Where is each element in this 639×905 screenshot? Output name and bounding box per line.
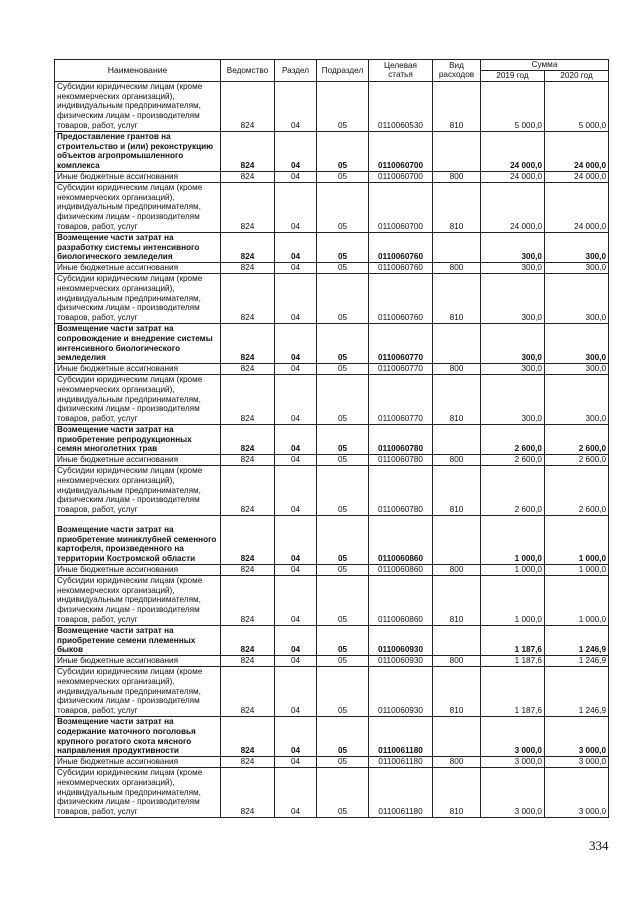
table-row — [55, 656, 609, 667]
cell-name: Возмещение части затрат на разработку системы интенсивного биологического земледелия — [55, 232, 221, 262]
header-vid-raskhodov: Вид расходов — [433, 60, 481, 82]
cell-vedomstvo: 824 — [221, 364, 275, 375]
cell-vedomstvo: 824 — [221, 667, 275, 717]
table-row — [55, 81, 609, 131]
header-razdel: Раздел — [275, 60, 317, 82]
cell-2020: 3 000,0 — [545, 768, 609, 818]
cell-podrazdel: 05 — [317, 364, 369, 375]
table-row — [55, 455, 609, 466]
cell-name: Субсидии юридическим лицам (кроме некоммерческих организаций), индивидуальным предпринимателям, физическим лицам - производителям товаров, работ, услуг — [55, 273, 221, 323]
cell-2020: 1 000,0 — [545, 575, 609, 625]
cell-razdel: 04 — [275, 171, 317, 182]
cell-name: Иные бюджетные ассигнования — [55, 565, 221, 576]
cell-podrazdel: 05 — [317, 757, 369, 768]
cell-razdel: 04 — [275, 182, 317, 232]
cell-name: Возмещение части затрат на приобретение репродукционных семян многолетних трав — [55, 424, 221, 454]
cell-2019: 2 600,0 — [481, 424, 545, 454]
cell-2019: 2 600,0 — [481, 455, 545, 466]
cell-celevaya-statya: 0110060780 — [369, 424, 433, 454]
cell-razdel: 04 — [275, 575, 317, 625]
cell-2020: 24 000,0 — [545, 171, 609, 182]
cell-celevaya-statya: 0110060780 — [369, 466, 433, 516]
cell-celevaya-statya: 0110060700 — [369, 171, 433, 182]
cell-vid-raskhodov: 800 — [433, 171, 481, 182]
cell-vid-raskhodov — [433, 424, 481, 454]
cell-2019: 300,0 — [481, 374, 545, 424]
cell-name: Возмещение части затрат на сопровождение и внедрение системы интенсивного биологического земледелия — [55, 323, 221, 363]
cell-razdel: 04 — [275, 263, 317, 274]
cell-vid-raskhodov: 800 — [433, 757, 481, 768]
table-row — [55, 565, 609, 576]
cell-2020: 2 600,0 — [545, 455, 609, 466]
cell-vedomstvo: 824 — [221, 565, 275, 576]
cell-celevaya-statya: 0110060930 — [369, 625, 433, 655]
cell-razdel: 04 — [275, 565, 317, 576]
cell-vedomstvo: 824 — [221, 455, 275, 466]
cell-name: Возмещение части затрат на приобретение семени племенных быков — [55, 625, 221, 655]
cell-celevaya-statya: 0110060860 — [369, 516, 433, 565]
cell-razdel: 04 — [275, 768, 317, 818]
cell-podrazdel: 05 — [317, 768, 369, 818]
cell-2020: 300,0 — [545, 374, 609, 424]
cell-vid-raskhodov: 810 — [433, 575, 481, 625]
cell-razdel: 04 — [275, 81, 317, 131]
cell-name: Субсидии юридическим лицам (кроме некоммерческих организаций), индивидуальным предпринимателям, физическим лицам - производителям товаров, работ, услуг — [55, 81, 221, 131]
cell-name: Иные бюджетные ассигнования — [55, 757, 221, 768]
cell-razdel: 04 — [275, 131, 317, 171]
cell-razdel: 04 — [275, 374, 317, 424]
cell-podrazdel: 05 — [317, 182, 369, 232]
cell-razdel: 04 — [275, 757, 317, 768]
cell-vedomstvo: 824 — [221, 757, 275, 768]
table-row — [55, 625, 609, 655]
table-row — [55, 717, 609, 757]
cell-vid-raskhodov: 800 — [433, 455, 481, 466]
cell-vedomstvo: 824 — [221, 575, 275, 625]
cell-2020: 2 600,0 — [545, 424, 609, 454]
cell-vedomstvo: 824 — [221, 232, 275, 262]
header-2020: 2020 год — [545, 71, 609, 82]
cell-2020: 3 000,0 — [545, 757, 609, 768]
cell-vedomstvo: 824 — [221, 516, 275, 565]
cell-vid-raskhodov: 800 — [433, 565, 481, 576]
cell-vid-raskhodov — [433, 131, 481, 171]
cell-razdel: 04 — [275, 717, 317, 757]
cell-2019: 1 000,0 — [481, 565, 545, 576]
cell-name: Иные бюджетные ассигнования — [55, 364, 221, 375]
cell-vid-raskhodov: 800 — [433, 656, 481, 667]
table-row — [55, 667, 609, 717]
cell-name: Иные бюджетные ассигнования — [55, 263, 221, 274]
cell-2019: 24 000,0 — [481, 171, 545, 182]
cell-2020: 300,0 — [545, 364, 609, 375]
table-row — [55, 768, 609, 818]
cell-name: Иные бюджетные ассигнования — [55, 171, 221, 182]
cell-podrazdel: 05 — [317, 455, 369, 466]
cell-podrazdel: 05 — [317, 323, 369, 363]
cell-celevaya-statya: 0110060700 — [369, 182, 433, 232]
cell-podrazdel: 05 — [317, 424, 369, 454]
cell-2019: 300,0 — [481, 263, 545, 274]
cell-podrazdel: 05 — [317, 374, 369, 424]
cell-podrazdel: 05 — [317, 667, 369, 717]
cell-name: Возмещение части затрат на приобретение миниклубней семенного картофеля, произведенного на территории Костромской области — [55, 516, 221, 565]
cell-celevaya-statya: 0110060530 — [369, 81, 433, 131]
cell-vedomstvo: 824 — [221, 323, 275, 363]
cell-2020: 1 246,9 — [545, 667, 609, 717]
cell-vid-raskhodov: 810 — [433, 182, 481, 232]
cell-podrazdel: 05 — [317, 516, 369, 565]
table-row — [55, 323, 609, 363]
cell-2019: 300,0 — [481, 323, 545, 363]
cell-vedomstvo: 824 — [221, 424, 275, 454]
cell-razdel: 04 — [275, 364, 317, 375]
header-2019: 2019 год — [481, 71, 545, 82]
cell-2020: 5 000,0 — [545, 81, 609, 131]
cell-podrazdel: 05 — [317, 466, 369, 516]
cell-podrazdel: 05 — [317, 565, 369, 576]
cell-celevaya-statya: 0110060700 — [369, 131, 433, 171]
cell-celevaya-statya: 0110060780 — [369, 455, 433, 466]
cell-celevaya-statya: 0110061180 — [369, 768, 433, 818]
cell-name: Субсидии юридическим лицам (кроме некоммерческих организаций), индивидуальным предпринимателям, физическим лицам - производителям товаров, работ, услуг — [55, 182, 221, 232]
table-row — [55, 131, 609, 171]
cell-vid-raskhodov: 810 — [433, 81, 481, 131]
cell-2019: 300,0 — [481, 232, 545, 262]
table-row — [55, 171, 609, 182]
cell-name: Иные бюджетные ассигнования — [55, 455, 221, 466]
table-row — [55, 424, 609, 454]
cell-podrazdel: 05 — [317, 171, 369, 182]
cell-name: Предоставление грантов на строительство и (или) реконструкцию объектов агропромышленного комплекса — [55, 131, 221, 171]
table-row — [55, 273, 609, 323]
table-row — [55, 182, 609, 232]
cell-vid-raskhodov — [433, 232, 481, 262]
cell-2019: 2 600,0 — [481, 466, 545, 516]
cell-podrazdel: 05 — [317, 131, 369, 171]
cell-vid-raskhodov — [433, 323, 481, 363]
cell-name: Субсидии юридическим лицам (кроме некоммерческих организаций), индивидуальным предпринимателям, физическим лицам - производителям товаров, работ, услуг — [55, 466, 221, 516]
cell-celevaya-statya: 0110060860 — [369, 575, 433, 625]
header-summa: Сумма — [481, 60, 609, 71]
cell-2019: 300,0 — [481, 364, 545, 375]
cell-name: Субсидии юридическим лицам (кроме некоммерческих организаций), индивидуальным предпринимателям, физическим лицам - производителям товаров, работ, услуг — [55, 768, 221, 818]
cell-vid-raskhodov: 810 — [433, 466, 481, 516]
cell-2020: 3 000,0 — [545, 717, 609, 757]
table-row — [55, 516, 609, 565]
cell-razdel: 04 — [275, 656, 317, 667]
cell-2020: 300,0 — [545, 263, 609, 274]
cell-vedomstvo: 824 — [221, 466, 275, 516]
cell-2019: 3 000,0 — [481, 757, 545, 768]
cell-2020: 1 000,0 — [545, 565, 609, 576]
cell-podrazdel: 05 — [317, 717, 369, 757]
cell-celevaya-statya: 0110061180 — [369, 757, 433, 768]
cell-podrazdel: 05 — [317, 81, 369, 131]
cell-vid-raskhodov — [433, 717, 481, 757]
cell-2020: 1 246,9 — [545, 625, 609, 655]
header-celevaya-statya: Целевая статья — [369, 60, 433, 82]
cell-celevaya-statya: 0110060770 — [369, 374, 433, 424]
cell-razdel: 04 — [275, 625, 317, 655]
cell-2020: 24 000,0 — [545, 131, 609, 171]
cell-2020: 1 000,0 — [545, 516, 609, 565]
table-row — [55, 757, 609, 768]
table-row — [55, 263, 609, 274]
cell-name: Возмещение части затрат на содержание маточного поголовья крупного рогатого скота мясного направления продуктивности — [55, 717, 221, 757]
cell-vedomstvo: 824 — [221, 625, 275, 655]
cell-vid-raskhodov — [433, 625, 481, 655]
cell-vid-raskhodov: 810 — [433, 374, 481, 424]
cell-2020: 300,0 — [545, 232, 609, 262]
cell-vedomstvo: 824 — [221, 768, 275, 818]
cell-2020: 300,0 — [545, 273, 609, 323]
cell-razdel: 04 — [275, 424, 317, 454]
cell-razdel: 04 — [275, 667, 317, 717]
cell-celevaya-statya: 0110060760 — [369, 263, 433, 274]
cell-celevaya-statya: 0110060770 — [369, 364, 433, 375]
cell-vid-raskhodov: 810 — [433, 667, 481, 717]
table-row — [55, 232, 609, 262]
table-row — [55, 364, 609, 375]
cell-celevaya-statya: 0110060760 — [369, 232, 433, 262]
cell-name: Иные бюджетные ассигнования — [55, 656, 221, 667]
table-row — [55, 374, 609, 424]
cell-vid-raskhodov: 800 — [433, 364, 481, 375]
cell-2019: 1 000,0 — [481, 516, 545, 565]
cell-podrazdel: 05 — [317, 625, 369, 655]
cell-razdel: 04 — [275, 466, 317, 516]
cell-vedomstvo: 824 — [221, 656, 275, 667]
cell-podrazdel: 05 — [317, 232, 369, 262]
cell-2019: 1 187,6 — [481, 656, 545, 667]
cell-vedomstvo: 824 — [221, 81, 275, 131]
cell-razdel: 04 — [275, 516, 317, 565]
cell-podrazdel: 05 — [317, 273, 369, 323]
cell-vedomstvo: 824 — [221, 171, 275, 182]
header-podrazdel: Подраздел — [317, 60, 369, 82]
header-vedomstvo: Ведомство — [221, 60, 275, 82]
cell-2019: 3 000,0 — [481, 717, 545, 757]
cell-name: Субсидии юридическим лицам (кроме некоммерческих организаций), индивидуальным предпринимателям, физическим лицам - производителям товаров, работ, услуг — [55, 575, 221, 625]
cell-2019: 5 000,0 — [481, 81, 545, 131]
page-number: 334 — [589, 838, 609, 853]
cell-2020: 24 000,0 — [545, 182, 609, 232]
cell-2019: 24 000,0 — [481, 182, 545, 232]
cell-razdel: 04 — [275, 232, 317, 262]
cell-vedomstvo: 824 — [221, 263, 275, 274]
cell-vid-raskhodov — [433, 516, 481, 565]
cell-vedomstvo: 824 — [221, 273, 275, 323]
cell-podrazdel: 05 — [317, 575, 369, 625]
cell-razdel: 04 — [275, 273, 317, 323]
cell-2020: 2 600,0 — [545, 466, 609, 516]
cell-celevaya-statya: 0110060760 — [369, 273, 433, 323]
table-row — [55, 466, 609, 516]
cell-2020: 300,0 — [545, 323, 609, 363]
cell-celevaya-statya: 0110060930 — [369, 667, 433, 717]
cell-vid-raskhodov: 800 — [433, 263, 481, 274]
cell-2019: 300,0 — [481, 273, 545, 323]
cell-2019: 1 187,6 — [481, 667, 545, 717]
budget-table — [54, 59, 609, 818]
cell-vid-raskhodov: 810 — [433, 273, 481, 323]
cell-podrazdel: 05 — [317, 263, 369, 274]
cell-celevaya-statya: 0110060930 — [369, 656, 433, 667]
cell-2019: 24 000,0 — [481, 131, 545, 171]
cell-celevaya-statya: 0110061180 — [369, 717, 433, 757]
table-row — [55, 575, 609, 625]
cell-vedomstvo: 824 — [221, 717, 275, 757]
cell-celevaya-statya: 0110060770 — [369, 323, 433, 363]
cell-vid-raskhodov: 810 — [433, 768, 481, 818]
cell-vedomstvo: 824 — [221, 182, 275, 232]
cell-celevaya-statya: 0110060860 — [369, 565, 433, 576]
cell-podrazdel: 05 — [317, 656, 369, 667]
cell-vedomstvo: 824 — [221, 131, 275, 171]
table-body — [55, 81, 609, 817]
cell-2019: 1 000,0 — [481, 575, 545, 625]
cell-name: Субсидии юридическим лицам (кроме некоммерческих организаций), индивидуальным предпринимателям, физическим лицам - производителям товаров, работ, услуг — [55, 667, 221, 717]
cell-razdel: 04 — [275, 455, 317, 466]
cell-razdel: 04 — [275, 323, 317, 363]
cell-2019: 1 187,6 — [481, 625, 545, 655]
header-name: Наименование — [55, 60, 221, 82]
cell-2019: 3 000,0 — [481, 768, 545, 818]
cell-2020: 1 246,9 — [545, 656, 609, 667]
cell-name: Субсидии юридическим лицам (кроме некоммерческих организаций), индивидуальным предпринимателям, физическим лицам - производителям товаров, работ, услуг — [55, 374, 221, 424]
cell-vedomstvo: 824 — [221, 374, 275, 424]
